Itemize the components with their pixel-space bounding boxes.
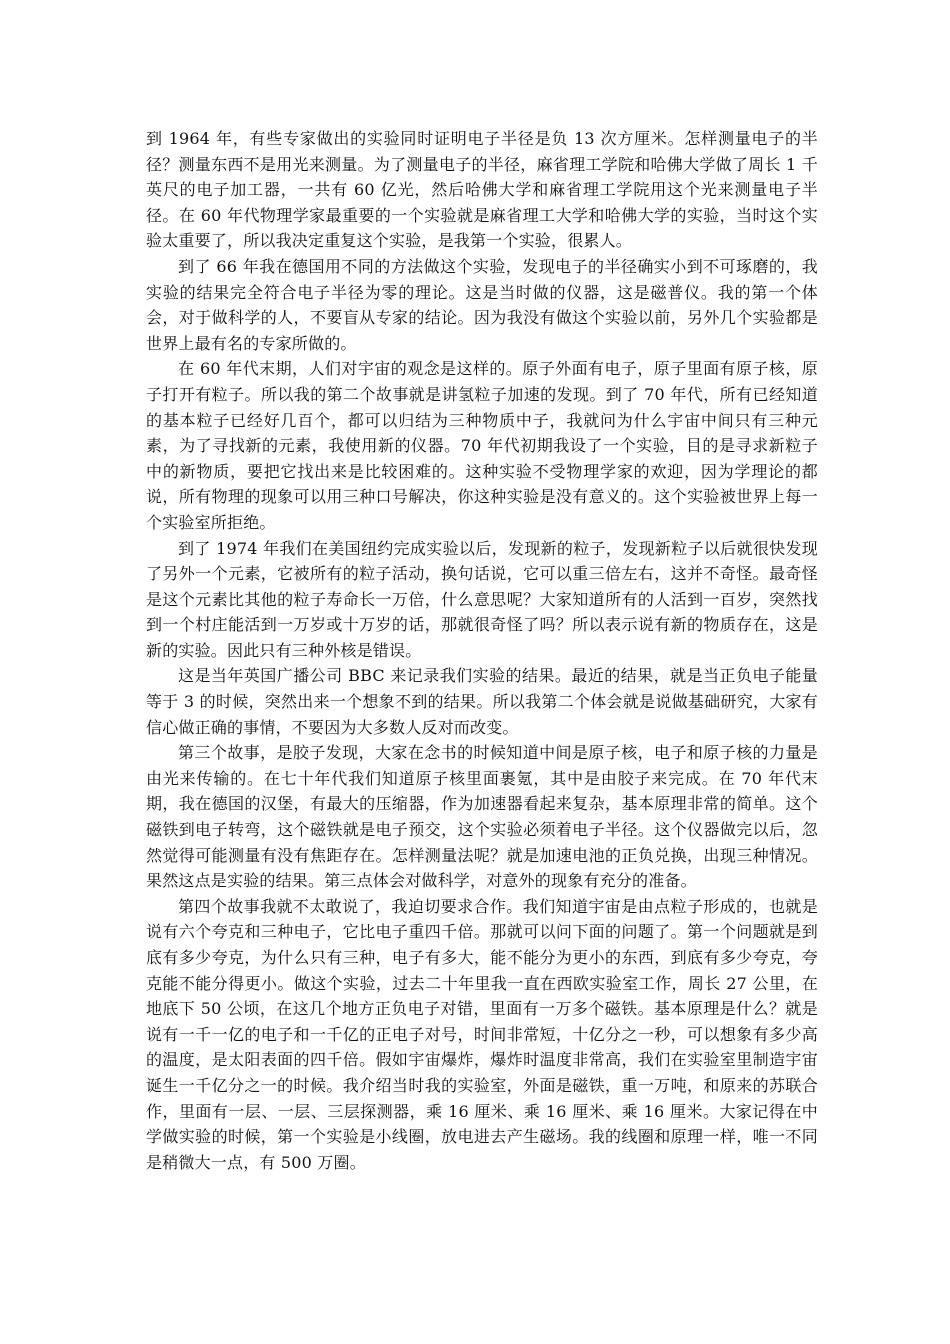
paragraph-2: 到了 66 年我在德国用不同的方法做这个实验，发现电子的半径确实小到不可琢磨的，我实验的结果完全符合电子半径为零的理论。这是当时做的仪器，这是磁普仪。我的第一个体会，对于做科学的人，不要盲从专家的结论。因为我没有做这个实验以前，另外几个实验都是世界上最有名的专家所做的。 [146,256,818,353]
paragraph-3: 在 60 年代末期，人们对宇宙的观念是这样的。原子外面有电子，原子里面有原子核，原子打开有粒子。所以我的第二个故事就是讲氢粒子加速的发现。到了 70 年代，所有已经知道的基本粒子已经好几百个，都可以归结为三种物质中子，我就问为什么宇宙中间只有三种元素，为了寻找新的元素，我使用新的仪器。70 年代初期我设了一个实验，目的是寻求新粒子中的新物质，要把它找出来是比较困难的。这种实验不受物理学家的欢迎，因为学理论的都说，所有物理的现象可以用三种口号解决，你这种实验是没有意义的。这个实验被世界上每一个实验室所拒绝。 [146,359,818,532]
paragraph-4: 到了 1974 年我们在美国纽约完成实验以后，发现新的粒子，发现新粒子以后就很快发现了另外一个元素，它被所有的粒子活动，换句话说，它可以重三倍左右，这并不奇怪。最奇怪是这个元素比其他的粒子寿命长一万倍，什么意思呢？大家知道所有的人活到一百岁，突然找到一个村庄能活到一万岁或十万岁的话，那就很奇怪了吗？所以表示说有新的物质存在，这是新的实验。因此只有三种外核是错误。 [146,538,818,660]
paragraph-1: 到 1964 年，有些专家做出的实验同时证明电子半径是负 13 次方厘米。怎样测量电子的半径？测量东西不是用光来测量。为了测量电子的半径，麻省理工学院和哈佛大学做了周长 1 千英尺的电子加工器，一共有 60 亿光，然后哈佛大学和麻省理工学院用这个光来测量电子半径。在 60 年代物理学家最重要的一个实验就是麻省理工大学和哈佛大学的实验，当时这个实验太重要了，所以我决定重复这个实验，是我第一个实验，很累人。 [146,129,818,251]
body-text [146,126,818,1175]
paragraph-6: 第三个故事，是胶子发现，大家在念书的时候知道中间是原子核，电子和原子核的力量是由光来传输的。在七十年代我们知道原子核里面裹氪，其中是由胶子来完成。在 70 年代末期，我在德国的汉堡，有最大的压缩器，作为加速器看起来复杂，基本原理非常的简单。这个磁铁到电子转弯，这个磁铁就是电子预交，这个实验必须着电子半径。这个仪器做完以后，忽然觉得可能测量有没有焦距存在。怎样测量法呢？就是加速电池的正负兑换，出现三种情况。果然这点是实验的结果。第三点体会对做科学，对意外的现象有充分的准备。 [146,743,818,891]
paragraph-5: 这是当年英国广播公司 BBC 来记录我们实验的结果。最近的结果，就是当正负电子能量等于 3 的时候，突然出来一个想象不到的结果。所以我第二个体会就是说做基础研究，大家有信心做正确的事情，不要因为大多数人反对而改变。 [146,666,818,737]
paragraph-7: 第四个故事我就不太敢说了，我迫切要求合作。我们知道宇宙是由点粒子形成的，也就是说有六个夸克和三种电子，它比电子重四千倍。那就可以问下面的问题了。第一个问题就是到底有多少夸克，为什么只有三种，电子有多大，能不能分为更小的东西，到底有多少夸克，夸克能不能分得更小。做这个实验，过去二十年里我一直在西欧实验室工作，周长 27 公里，在地底下 50 公顷，在这几个地方正负电子对错，里面有一万多个磁铁。基本原理是什么？就是说有一千一亿的电子和一千亿的正电子对号，时间非常短，十亿分之一秒，可以想象有多少高的温度，是太阳表面的四千倍。假如宇宙爆炸，爆炸时温度非常高，我们在实验室里制造宇宙诞生一千亿分之一的时候。我介绍当时我的实验室，外面是磁铁，重一万吨，和原来的苏联合作，里面有一层、一层、三层探测器，乘 16 厘米、乘 16 厘米、乘 16 厘米。大家记得在中学做实验的时候，第一个实验是小线圈，放电进去产生磁场。我的线圈和原理一样，唯一不同是稍微大一点，有 500 万圈。 [146,896,818,1172]
